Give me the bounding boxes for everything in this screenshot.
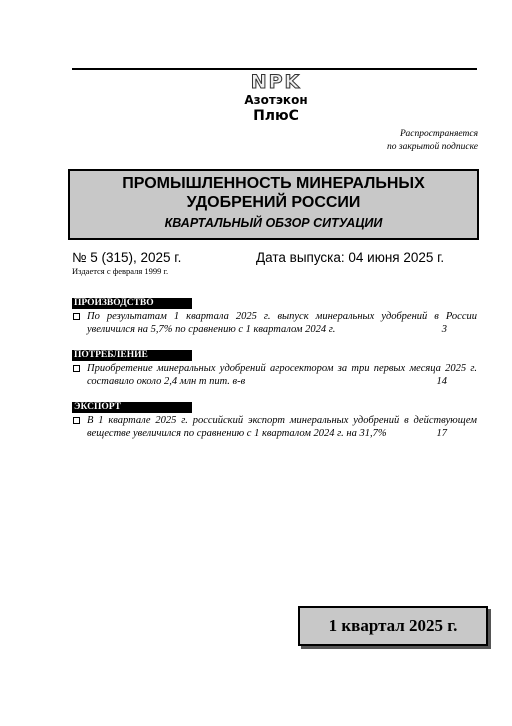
logo-azotekon-text: Азотэкон [244, 93, 308, 107]
checkbox-bullet-icon [73, 365, 80, 372]
section-text: По результатам 1 квартала 2025 г. выпуск минеральных удобрений в России увеличился на 5,7% по сравнению с 1 кварталом 2024 г. [87, 311, 477, 335]
top-rule [72, 68, 477, 70]
distribution-line-2: по закрытой подписке [386, 142, 478, 152]
distribution-note [278, 128, 478, 154]
section-item-export[interactable] [72, 414, 477, 440]
distribution-line-1: Распространяется [400, 129, 478, 139]
section-text: В 1 квартале 2025 г. российский экспорт минеральных удобрений в действующем веществе увеличился по сравнению с 1 кварталом 2024 г. на 31,7% [87, 415, 477, 439]
page-number: 3 [441, 324, 447, 335]
release-date: Дата выпуска: 04 июня 2025 г. [256, 250, 445, 265]
section-heading-export: ЭКСПОРТ [72, 402, 192, 413]
logo-npk-text: NPK [250, 71, 302, 93]
title-box [68, 169, 479, 240]
publisher-logo [226, 71, 326, 131]
page-number: 14 [436, 376, 447, 387]
logo-plus-text: ПлюС [253, 108, 299, 124]
title-line-2: УДОБРЕНИЙ РОССИИ [186, 194, 361, 211]
section-item-production[interactable] [72, 310, 477, 336]
title-line-1: ПРОМЫШЛЕННОСТЬ МИНЕРАЛЬНЫХ [122, 175, 425, 192]
issue-number: № 5 (315), 2025 г. [72, 250, 182, 265]
page-number: 17 [436, 428, 447, 439]
published-since: Издается с февраля 1999 г. [72, 266, 169, 276]
section-text: Приобретение минеральных удобрений агросектором за три первых месяца 2025 г. составило около 2,4 млн т пит. в-в [87, 363, 477, 387]
section-heading-consumption: ПОТРЕБЛЕНИЕ [72, 350, 192, 361]
section-item-consumption[interactable] [72, 362, 477, 388]
section-heading-production: ПРОИЗВОДСТВО [72, 298, 192, 309]
quarter-label-box: 1 квартал 2025 г. [298, 606, 488, 646]
title-subtitle: КВАРТАЛЬНЫЙ ОБЗОР СИТУАЦИИ [164, 216, 383, 230]
checkbox-bullet-icon [73, 417, 80, 424]
checkbox-bullet-icon [73, 313, 80, 320]
